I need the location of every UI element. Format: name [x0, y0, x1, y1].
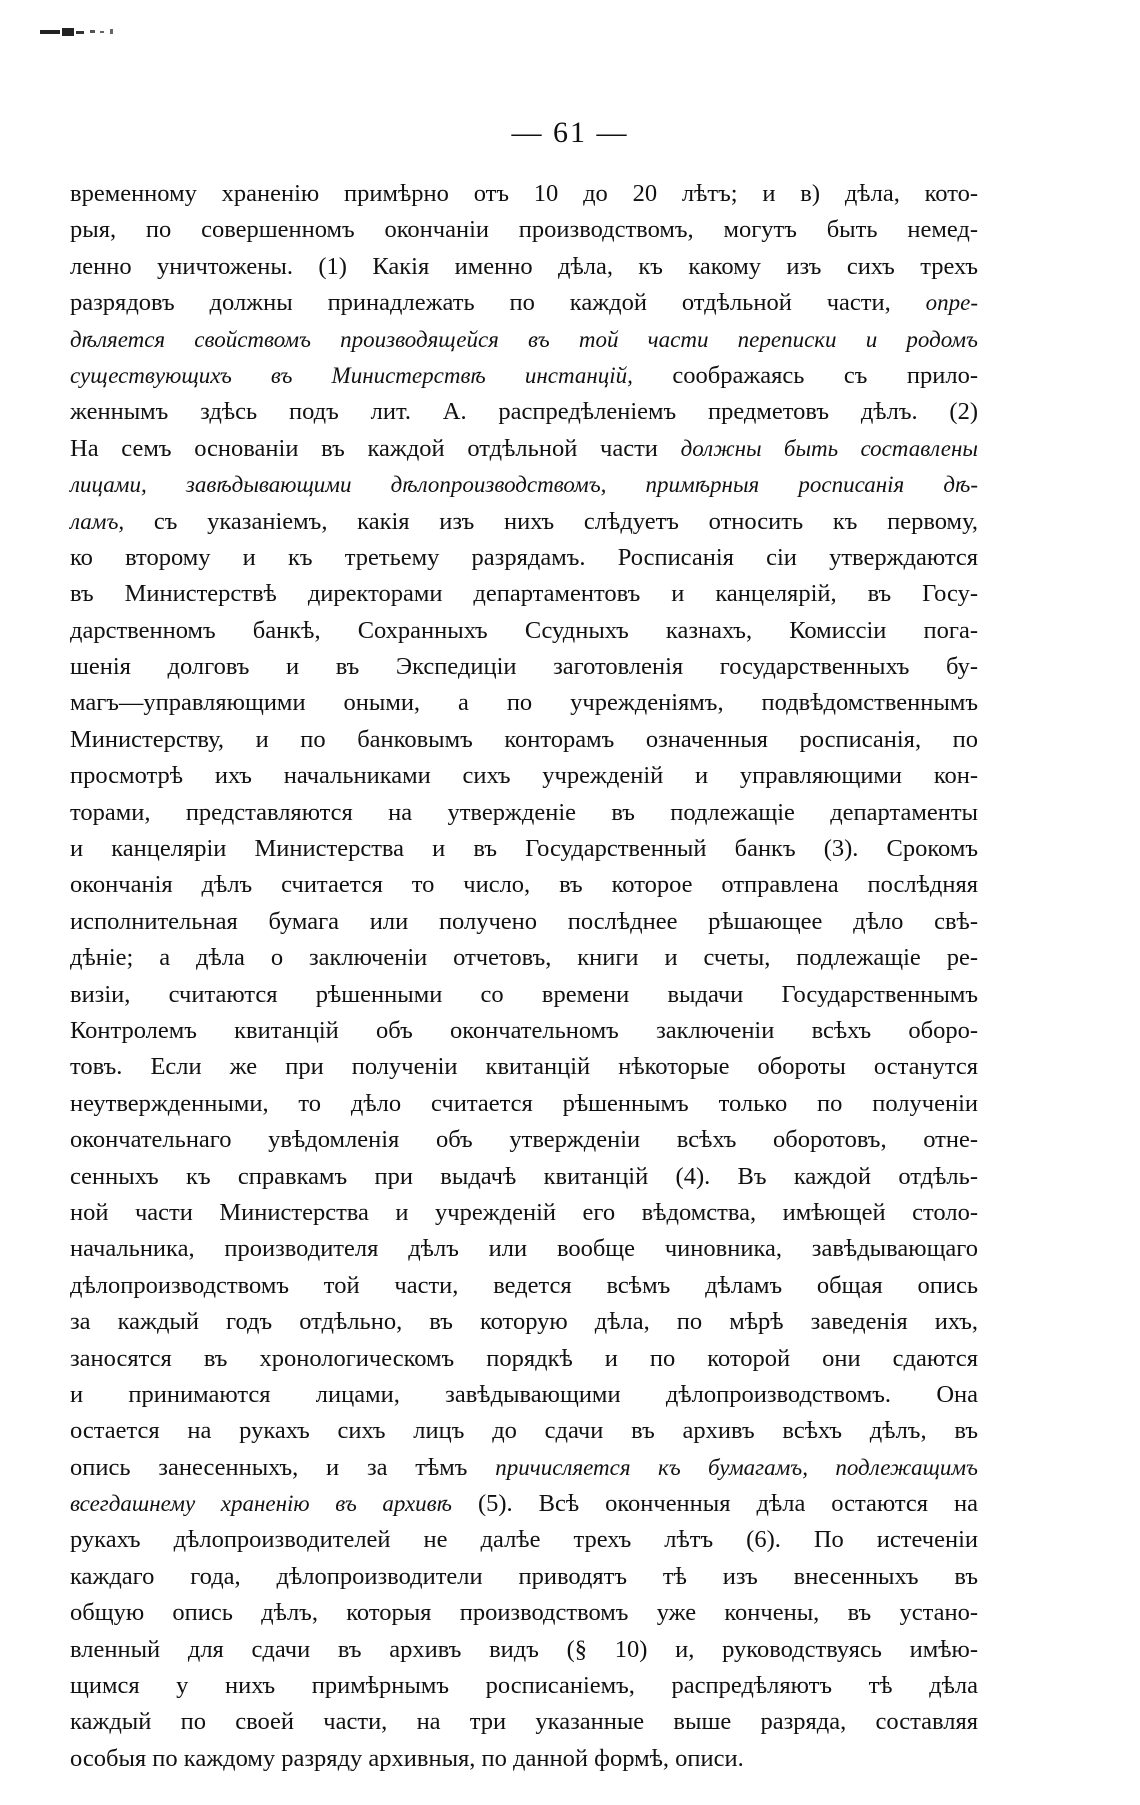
italic-segment: лицами, завѣдывающими дѣлопроизводствомъ, примѣрныя росписанія дѣ-	[70, 472, 978, 498]
text-line	[70, 904, 978, 940]
text-segment: визіи, считаются рѣшенными со времени выдачи Государственнымъ	[70, 980, 978, 1008]
italic-segment: дѣляется свойствомъ производящейся въ той части переписки и родомъ	[70, 326, 978, 352]
text-segment: каждаго года, дѣлопроизводители приводятъ тѣ изъ внесенныхъ въ	[70, 1562, 978, 1590]
italic-segment: ламъ,	[70, 508, 125, 534]
text-segment: ко второму и къ третьему разрядамъ. Росписанія сіи утверждаются	[70, 543, 978, 571]
text-line	[70, 285, 978, 321]
italic-segment: существующихъ въ Министерствѣ инстанцій,	[70, 362, 633, 388]
text-line	[70, 504, 978, 540]
text-line	[70, 1341, 978, 1377]
text-line	[70, 212, 978, 248]
text-line	[70, 1559, 978, 1595]
text-line	[70, 176, 978, 212]
text-segment: и канцеляріи Министерства и въ Государственный банкъ (3). Срокомъ	[70, 835, 978, 863]
text-segment: временному храненію примѣрно отъ 10 до 20 лѣтъ; и в) дѣла, кото-	[70, 180, 978, 207]
text-segment: разрядовъ должны принадлежать по каждой отдѣльной части,	[70, 289, 926, 317]
text-segment: съ указаніемъ, какія изъ нихъ слѣдуетъ относить къ первому,	[124, 507, 978, 535]
italic-segment: всегдашнему храненію въ архивѣ	[70, 1491, 452, 1517]
text-line	[70, 977, 978, 1013]
text-line	[70, 394, 978, 430]
text-segment: рыя, по совершенномъ окончаніи производствомъ, могутъ быть немед-	[70, 216, 978, 244]
text-segment: дѣніе; а дѣла о заключеніи отчетовъ, книги и счеты, подлежащіе ре-	[70, 944, 978, 972]
text-line	[70, 1013, 978, 1049]
text-line	[70, 1377, 978, 1413]
text-line	[70, 1595, 978, 1631]
text-segment: щимся у нихъ примѣрнымъ росписаніемъ, распредѣляютъ тѣ дѣла	[70, 1672, 978, 1700]
text-line	[70, 358, 978, 394]
text-line	[70, 867, 978, 903]
text-line	[70, 540, 978, 576]
text-line	[70, 1741, 978, 1777]
text-line	[70, 1231, 978, 1267]
text-segment: просмотрѣ ихъ начальниками сихъ учрежденій и управляющими кон-	[70, 762, 978, 790]
text-line	[70, 685, 978, 721]
text-segment: остается на рукахъ сихъ лицъ до сдачи въ архивъ всѣхъ дѣлъ, въ	[70, 1417, 978, 1445]
text-line	[70, 1159, 978, 1195]
text-segment: за каждый годъ отдѣльно, въ которую дѣла, по мѣрѣ заведенія ихъ,	[70, 1308, 978, 1336]
text-segment: окончанія дѣлъ считается то число, въ которое отправлена послѣдняя	[70, 871, 978, 899]
text-line	[70, 649, 978, 685]
text-segment: общую опись дѣлъ, которыя производствомъ уже кончены, въ устано-	[70, 1599, 978, 1627]
text-line	[70, 1049, 978, 1085]
text-segment: На семъ основаніи въ каждой отдѣльной части	[70, 434, 681, 462]
text-segment: ленно уничтожены. (1) Какія именно дѣла, къ какому изъ сихъ трехъ	[70, 252, 978, 280]
text-segment: (5). Всѣ оконченныя дѣла остаются на	[452, 1490, 978, 1518]
text-segment: окончательнаго увѣдомленія объ утвержденіи всѣхъ оборотовъ, отне-	[70, 1126, 978, 1154]
text-line	[70, 1632, 978, 1668]
text-segment: сенныхъ къ справкамъ при выдачѣ квитанцій (4). Въ каждой отдѣль-	[70, 1162, 978, 1190]
text-segment: вленный для сдачи въ архивъ видъ (§ 10) и, руководствуясь имѣю-	[70, 1635, 978, 1663]
text-line	[70, 1668, 978, 1704]
text-segment: товъ. Если же при полученіи квитанцій нѣкоторые обороты останутся	[70, 1053, 978, 1081]
text-line	[70, 322, 978, 358]
text-segment: начальника, производителя дѣлъ или вообще чиновника, завѣдывающаго	[70, 1235, 978, 1263]
text-line	[70, 467, 978, 503]
text-line	[70, 1486, 978, 1522]
scan-artifact-mark	[40, 26, 148, 40]
text-line	[70, 1304, 978, 1340]
text-line	[70, 722, 978, 758]
text-segment: дарственномъ банкѣ, Сохранныхъ Ссудныхъ казнахъ, Комиссіи пога-	[70, 616, 978, 644]
text-segment: магъ—управляющими оными, а по учрежденіямъ, подвѣдомственнымъ	[70, 689, 978, 717]
text-segment: исполнительная бумага или получено послѣднее рѣшающее дѣло свѣ-	[70, 907, 978, 935]
text-segment: въ Министерствѣ директорами департаментовъ и канцелярій, въ Госу-	[70, 580, 978, 608]
text-line	[70, 1086, 978, 1122]
text-line	[70, 1522, 978, 1558]
text-line	[70, 1122, 978, 1158]
text-line	[70, 1704, 978, 1740]
body-text	[70, 176, 978, 1777]
text-segment: ной части Министерства и учрежденій его вѣдомства, имѣющей столо-	[70, 1198, 978, 1226]
text-segment: Министерству, и по банковымъ конторамъ означенныя росписанія, по	[70, 725, 978, 753]
text-line	[70, 576, 978, 612]
text-segment: торами, представляются на утвержденіе въ подлежащіе департаменты	[70, 798, 978, 826]
text-line	[70, 431, 978, 467]
text-segment: шенія долговъ и въ Экспедиціи заготовленія государственныхъ бу-	[70, 653, 978, 681]
text-segment: заносятся въ хронологическомъ порядкѣ и по которой они сдаются	[70, 1344, 978, 1372]
text-segment: каждый по своей части, на три указанные выше разряда, составляя	[70, 1708, 978, 1736]
italic-segment: должны быть составлены	[680, 435, 978, 461]
text-segment: и принимаются лицами, завѣдывающими дѣлопроизводствомъ. Она	[70, 1380, 978, 1408]
text-line	[70, 613, 978, 649]
text-line	[70, 1268, 978, 1304]
text-segment: соображаясь съ прило-	[632, 361, 979, 389]
text-segment: Контролемъ квитанцій объ окончательномъ заключеніи всѣхъ оборо-	[70, 1016, 978, 1044]
text-segment: неутвержденными, то дѣло считается рѣшеннымъ только по полученіи	[70, 1089, 978, 1117]
text-line	[70, 758, 978, 794]
text-segment: особыя по каждому разряду архивныя, по данной формѣ, описи.	[70, 1744, 744, 1772]
text-line	[70, 831, 978, 867]
text-segment: опись занесенныхъ, и за тѣмъ	[70, 1453, 496, 1481]
text-line	[70, 1450, 978, 1486]
text-line	[70, 1195, 978, 1231]
text-segment: женнымъ здѣсь подъ лит. А. распредѣленіемъ предметовъ дѣлъ. (2)	[70, 398, 978, 426]
page-number: — 61 —	[511, 116, 629, 149]
text-line	[70, 795, 978, 831]
text-segment: рукахъ дѣлопроизводителей не далѣе трехъ лѣтъ (6). По истеченіи	[70, 1526, 978, 1554]
text-segment: дѣлопроизводствомъ той части, ведется всѣмъ дѣламъ общая опись	[70, 1271, 978, 1299]
text-line	[70, 1413, 978, 1449]
italic-segment: опре-	[925, 290, 978, 316]
text-line	[70, 940, 978, 976]
italic-segment: причисляется къ бумагамъ, подлежащимъ	[495, 1454, 978, 1480]
text-line	[70, 249, 978, 285]
